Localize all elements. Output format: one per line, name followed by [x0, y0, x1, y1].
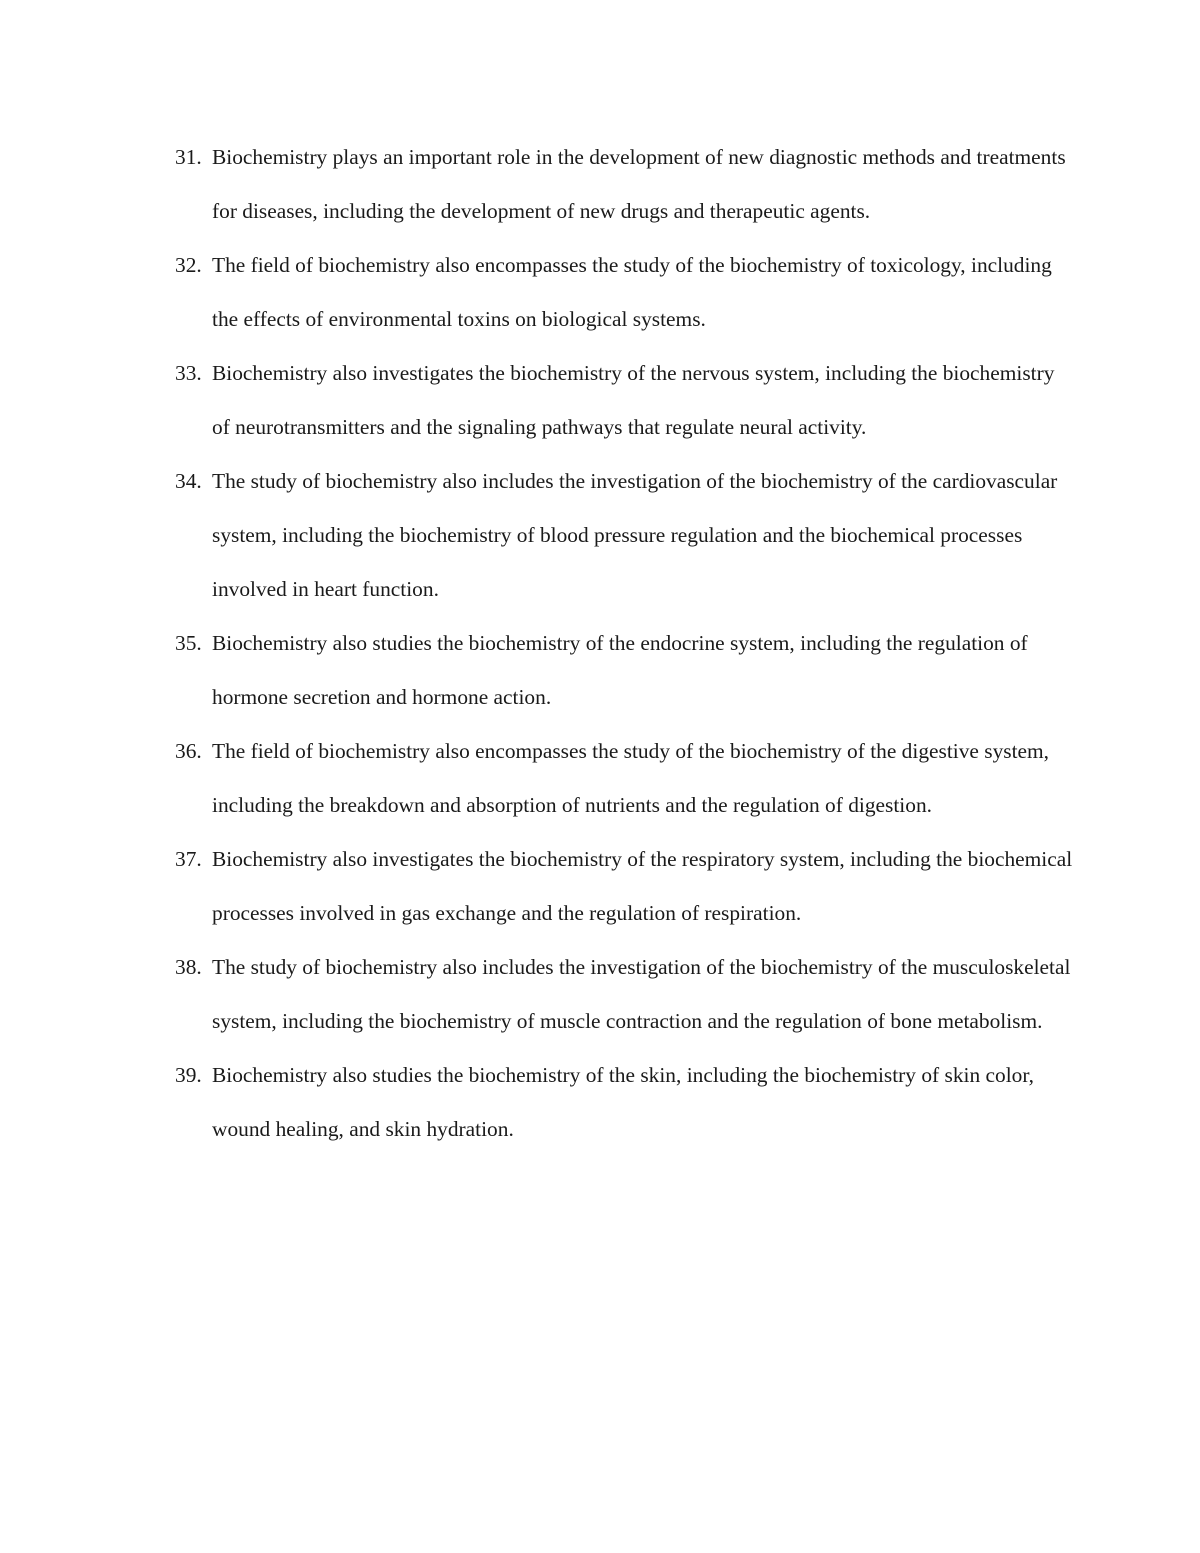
item-text: The field of biochemistry also encompasses the study of the biochemistry of the digestive system, including the breakdown and absorption of nutrients and the regulation of digestion.: [212, 739, 1050, 817]
item-text: The field of biochemistry also encompasses the study of the biochemistry of toxicology, including the effects of environmental toxins on biological systems.: [212, 253, 1052, 331]
list-item: [175, 616, 1075, 724]
list-item: [175, 130, 1075, 238]
list-item: [175, 832, 1075, 940]
numbered-list: [175, 130, 1075, 1156]
item-number: 31.: [175, 145, 202, 169]
list-item: [175, 454, 1075, 616]
list-item: [175, 238, 1075, 346]
item-number: 36.: [175, 739, 202, 763]
item-text: The study of biochemistry also includes the investigation of the biochemistry of the musculoskeletal system, including the biochemistry of muscle contraction and the regulation of bone metabolism.: [212, 955, 1071, 1033]
item-text: Biochemistry also studies the biochemistry of the endocrine system, including the regulation of hormone secretion and hormone action.: [212, 631, 1028, 709]
list-item: [175, 724, 1075, 832]
item-number: 39.: [175, 1063, 202, 1087]
list-item: [175, 1048, 1075, 1156]
item-text: The study of biochemistry also includes the investigation of the biochemistry of the cardiovascular system, including the biochemistry of blood pressure regulation and the biochemical processes involved in heart function.: [212, 469, 1058, 601]
item-text: Biochemistry also investigates the biochemistry of the nervous system, including the biochemistry of neurotransmitters and the signaling pathways that regulate neural activity.: [212, 361, 1055, 439]
item-number: 38.: [175, 955, 202, 979]
item-text: Biochemistry also investigates the biochemistry of the respiratory system, including the biochemical processes involved in gas exchange and the regulation of respiration.: [212, 847, 1073, 925]
item-number: 34.: [175, 469, 202, 493]
item-number: 37.: [175, 847, 202, 871]
item-text: Biochemistry also studies the biochemistry of the skin, including the biochemistry of skin color, wound healing, and skin hydration.: [212, 1063, 1034, 1141]
item-number: 32.: [175, 253, 202, 277]
item-number: 35.: [175, 631, 202, 655]
item-number: 33.: [175, 361, 202, 385]
list-item: [175, 346, 1075, 454]
item-text: Biochemistry plays an important role in the development of new diagnostic methods and treatments for diseases, including the development of new drugs and therapeutic agents.: [212, 145, 1066, 223]
list-item: [175, 940, 1075, 1048]
